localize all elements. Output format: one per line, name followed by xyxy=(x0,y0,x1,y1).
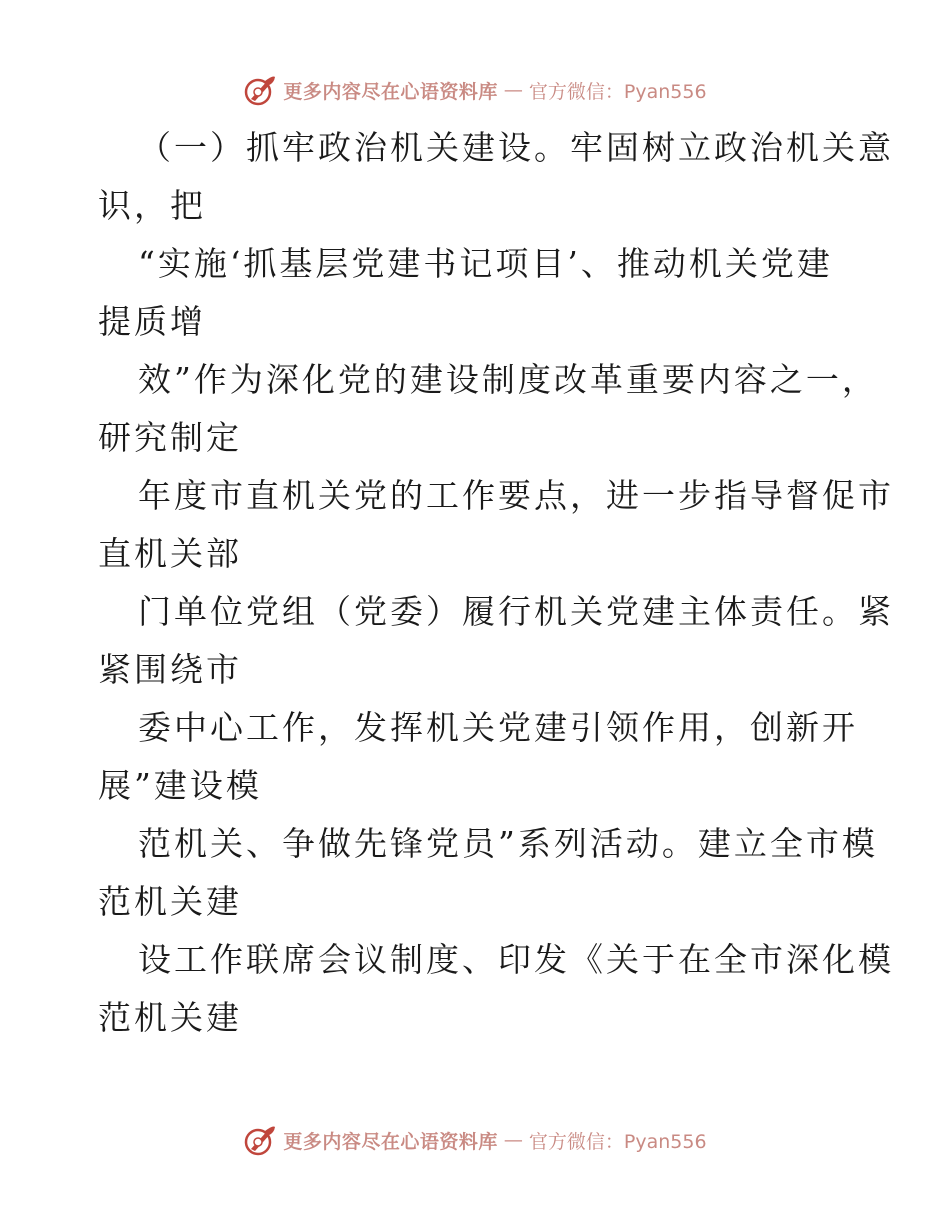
watermark-contact-text: 官方微信：Pyan556 xyxy=(528,1130,707,1153)
text-line: 提质增 xyxy=(98,302,206,341)
text-line: 识，把 xyxy=(98,186,206,225)
quill-logo-icon xyxy=(243,1123,277,1157)
text-line: 设工作联席会议制度、印发《关于在全市深化模 xyxy=(138,940,894,979)
text-line: 范机关、争做先锋党员”系列活动。建立全市模 xyxy=(138,824,878,863)
text-line: 紧围绕市 xyxy=(98,650,242,689)
header-watermark xyxy=(0,70,950,110)
text-line: 委中心工作，发挥机关党建引领作用，创新开 xyxy=(138,708,858,747)
text-line: 研究制定 xyxy=(98,418,242,457)
text-line: 直机关部 xyxy=(98,534,242,573)
text-line: 效”作为深化党的建设制度改革重要内容之一， xyxy=(138,360,878,399)
text-line: 年度市直机关党的工作要点，进一步指导督促市 xyxy=(138,476,894,515)
quill-logo-icon xyxy=(243,73,277,107)
watermark-separator: — xyxy=(503,1129,523,1151)
text-line: （一）抓牢政治机关建设。牢固树立政治机关意 xyxy=(138,128,894,167)
text-line: 范机关建 xyxy=(98,998,242,1037)
text-line: 展”建设模 xyxy=(98,766,262,805)
text-line: 范机关建 xyxy=(98,882,242,921)
watermark-brand-text: 更多内容尽在心语资料库 xyxy=(283,1130,498,1153)
text-line: “实施‘抓基层党建书记项目’、推动机关党建 xyxy=(138,244,833,283)
text-line: 门单位党组（党委）履行机关党建主体责任。紧 xyxy=(138,592,894,631)
footer-watermark xyxy=(0,1120,950,1160)
watermark-separator: — xyxy=(503,79,523,101)
watermark-brand-text: 更多内容尽在心语资料库 xyxy=(283,80,498,103)
watermark-contact-text: 官方微信：Pyan556 xyxy=(528,80,707,103)
